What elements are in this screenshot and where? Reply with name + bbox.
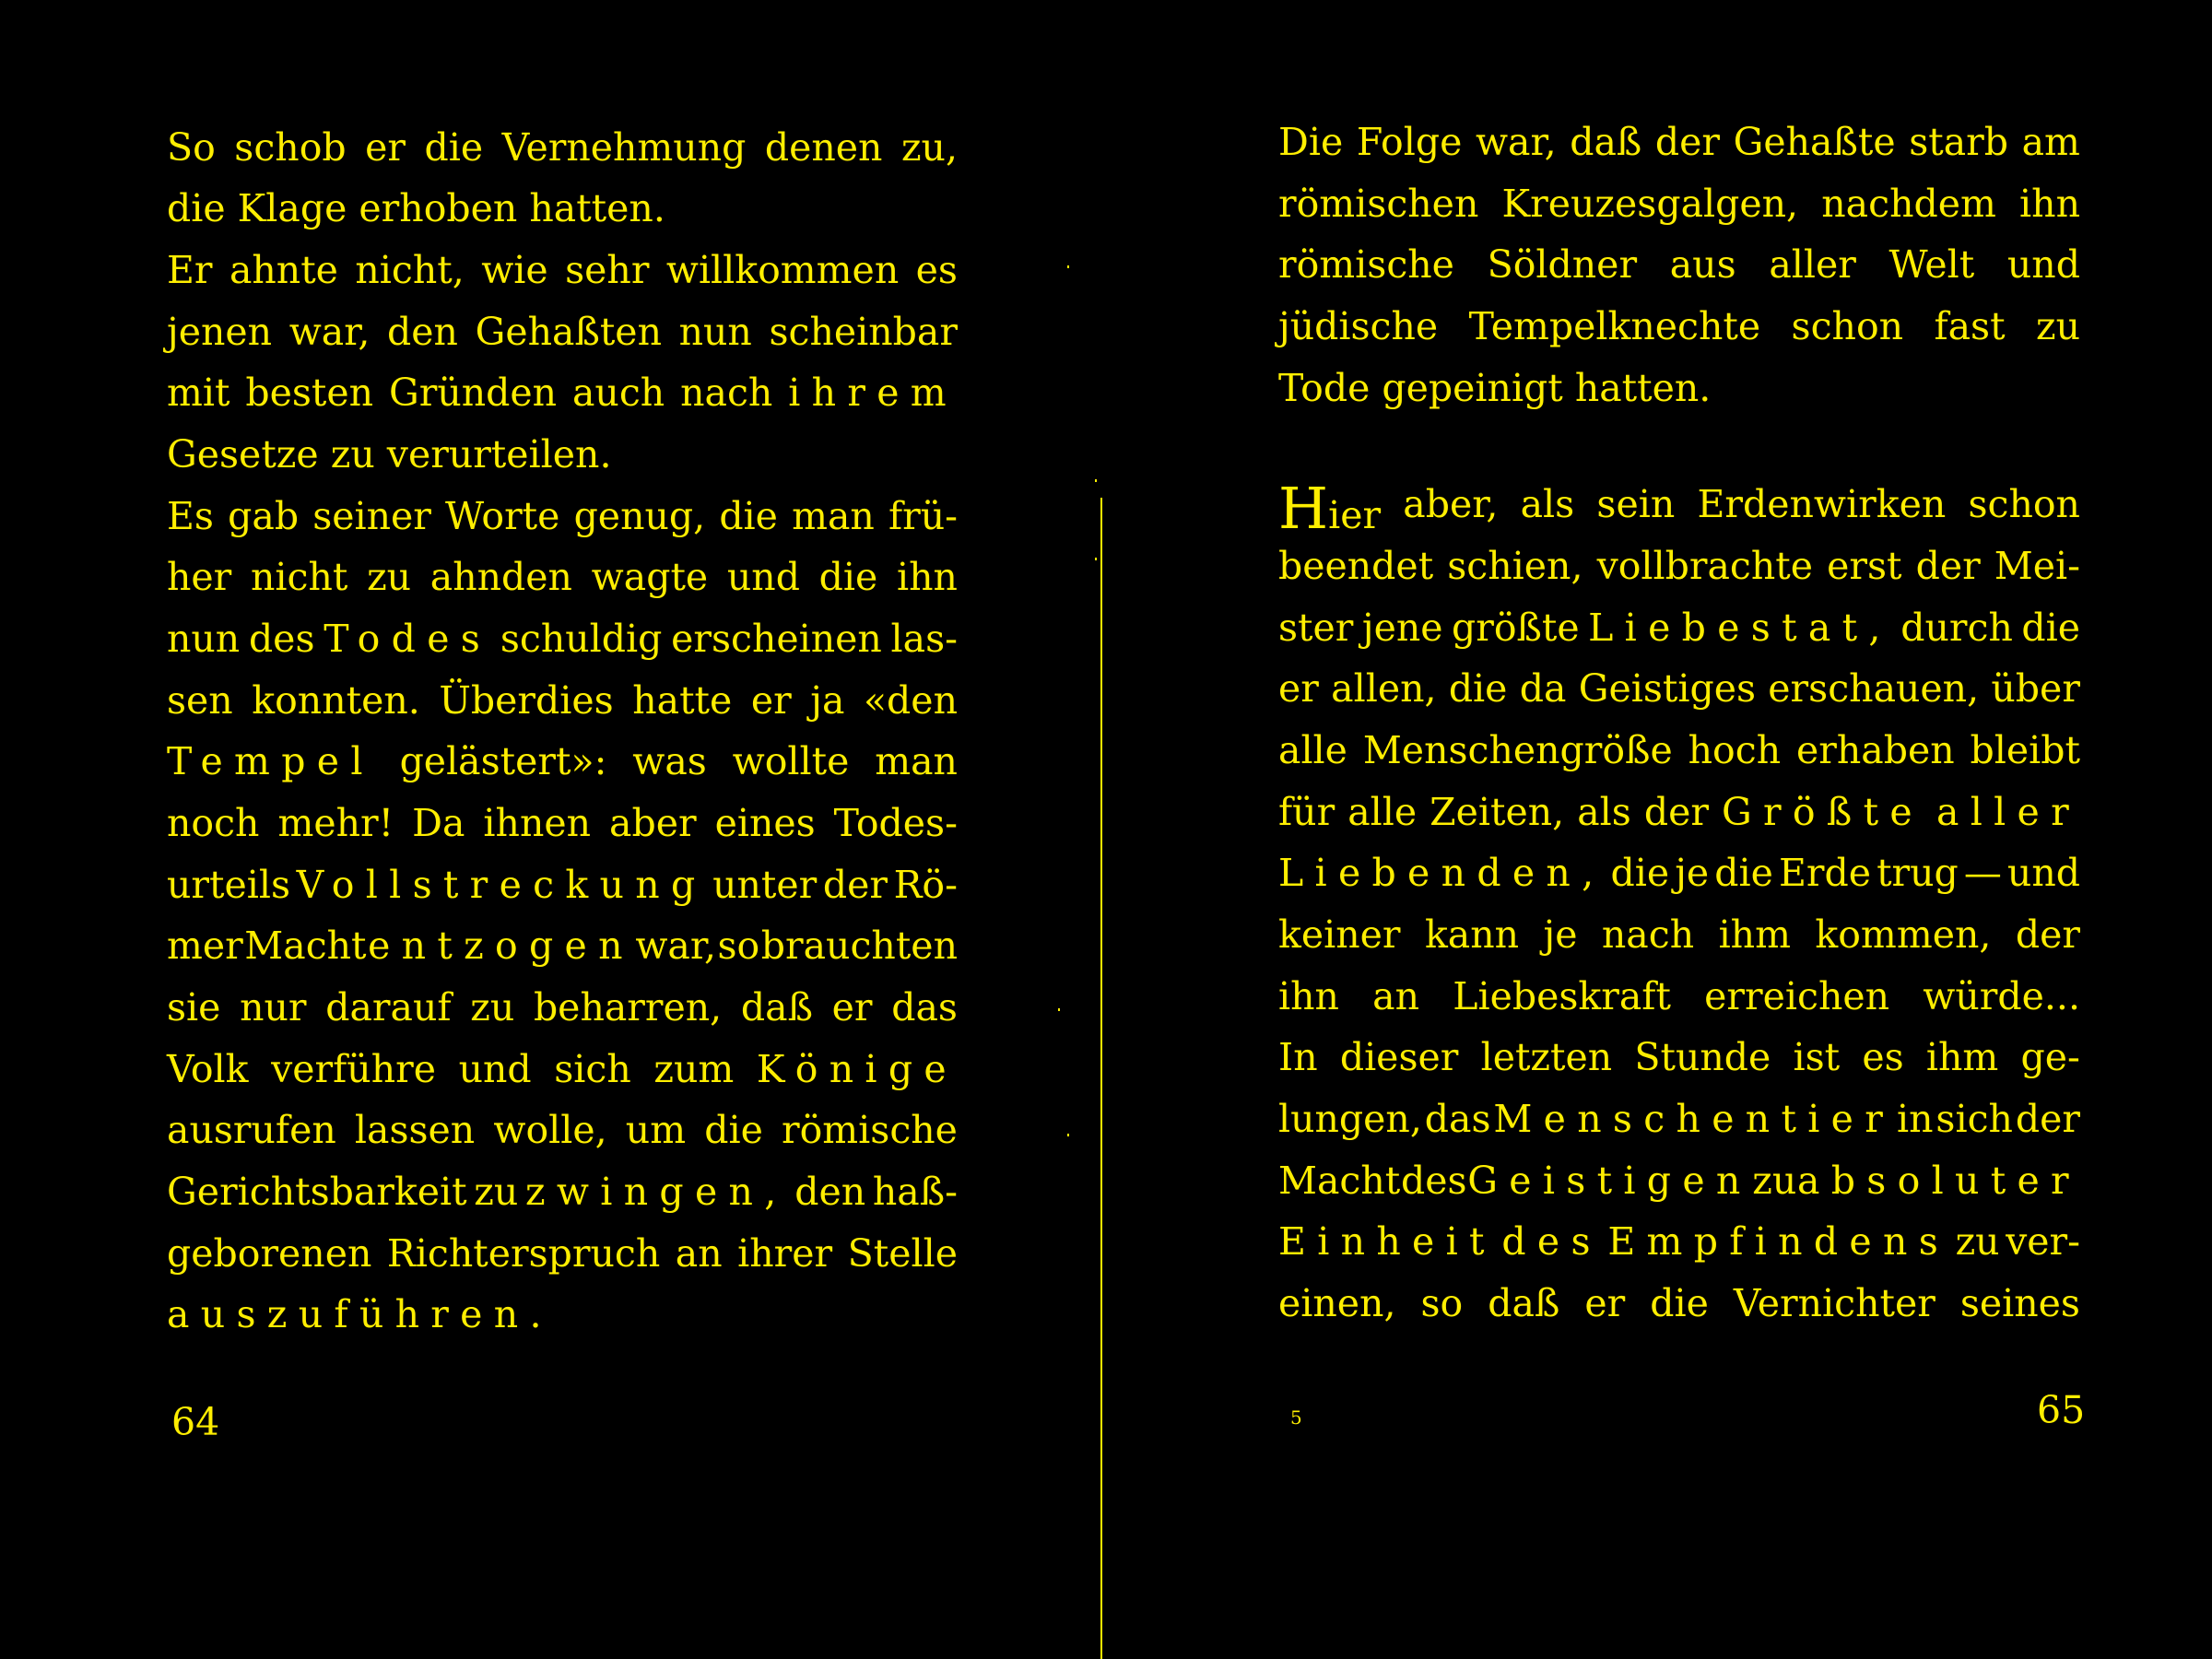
word: als — [1577, 790, 1631, 834]
word: über — [1991, 666, 2080, 711]
word: — — [1963, 851, 2002, 895]
word: der — [2015, 912, 2080, 957]
word: Gesetze — [167, 432, 319, 477]
word: Erdenwirken — [1697, 482, 1947, 526]
word: wie — [481, 248, 548, 292]
text-line — [1278, 1219, 2080, 1264]
word: zu — [470, 985, 515, 1030]
word: erhoben — [359, 186, 518, 230]
word: sehr — [565, 248, 650, 292]
text-line — [1278, 1281, 2080, 1325]
word: Richterspruch — [386, 1231, 661, 1276]
text-line — [1278, 242, 2080, 287]
text-line — [1278, 182, 2080, 226]
word: ihn — [2019, 182, 2080, 226]
word: genug, — [573, 494, 706, 538]
word: Mei- — [1994, 544, 2080, 588]
word: zum — [653, 1047, 735, 1091]
word: Größte — [1721, 790, 1924, 834]
word: Macht — [244, 924, 367, 968]
word: ahnden — [429, 555, 572, 599]
word: denen — [764, 125, 883, 170]
word: zu — [2035, 304, 2080, 348]
word: gepeinigt — [1382, 366, 1563, 410]
word: größte — [1452, 606, 1580, 650]
right-page-number: 65 — [2037, 1388, 2086, 1432]
word: entzogen — [368, 924, 634, 968]
text-line — [167, 678, 958, 723]
word: auch — [571, 371, 665, 415]
word: erschauen, — [1768, 666, 1980, 711]
word: unter — [712, 863, 818, 907]
word: Da — [412, 801, 465, 845]
word: aber — [609, 801, 697, 845]
word: hoch — [1688, 728, 1782, 772]
word: die — [1650, 1281, 1709, 1325]
text-line — [167, 1231, 958, 1276]
word: jüdische — [1278, 304, 1439, 348]
word: mehr! — [277, 801, 394, 845]
word: brauchten — [760, 924, 958, 968]
word: und — [726, 555, 800, 599]
word: römische — [1278, 242, 1454, 287]
word: Überdies — [439, 678, 614, 723]
word: und — [458, 1047, 532, 1091]
word: ist — [1793, 1035, 1841, 1079]
word: so — [1420, 1281, 1464, 1325]
word: zu, — [900, 125, 958, 170]
word: Kreuzesgalgen, — [1501, 182, 1799, 226]
word: mer — [167, 924, 243, 968]
word: auszuführen. — [167, 1292, 553, 1336]
word: urteils — [167, 863, 291, 907]
word: hatten. — [529, 186, 665, 230]
word: nachdem — [1821, 182, 1996, 226]
word: seiner — [312, 494, 431, 538]
text-line — [167, 125, 958, 170]
word: des — [1400, 1159, 1467, 1203]
word: hatten. — [1574, 366, 1712, 410]
word: nicht, — [355, 248, 465, 292]
word: ihrer — [737, 1231, 833, 1276]
word: ge- — [2020, 1035, 2080, 1079]
word: war, — [288, 310, 371, 354]
word: aller — [1936, 790, 2080, 834]
word: er — [750, 678, 792, 723]
word: alle — [1347, 790, 1418, 834]
word: noch — [167, 801, 260, 845]
word: Tempelknechte — [1468, 304, 1761, 348]
word: einen, — [1278, 1281, 1396, 1325]
text-line — [167, 248, 958, 292]
text-line — [167, 186, 958, 230]
text-line — [167, 863, 958, 907]
word: Tempel — [167, 739, 374, 783]
word: Todes — [324, 617, 492, 661]
word: nach — [1601, 912, 1695, 957]
text-line — [167, 1108, 958, 1152]
word: nicht — [250, 555, 348, 599]
text-line — [1278, 1159, 2080, 1203]
word: In — [1278, 1035, 1318, 1079]
word: je — [1543, 912, 1578, 957]
word: die — [424, 125, 484, 170]
word: geborenen — [167, 1231, 372, 1276]
word: und — [2006, 851, 2080, 895]
word: zu — [1752, 1159, 1797, 1203]
word: verführe — [271, 1047, 436, 1091]
word: Rö- — [893, 863, 958, 907]
word: daß — [740, 985, 813, 1030]
text-line — [167, 310, 958, 354]
word: er — [831, 985, 873, 1030]
gutter-mark — [1067, 1134, 1069, 1136]
word: je — [1675, 851, 1710, 895]
word: sen — [167, 678, 233, 723]
word: des — [1501, 1219, 1602, 1264]
word: das — [891, 985, 958, 1030]
text-line — [1278, 544, 2080, 588]
word: war, — [1475, 120, 1557, 164]
word: beendet — [1278, 544, 1434, 588]
word: nur — [240, 985, 307, 1030]
text-line — [1278, 790, 2080, 834]
word: Worte — [445, 494, 560, 538]
word: Todes- — [833, 801, 958, 845]
word: Zeiten, — [1430, 790, 1565, 834]
word: «den — [863, 678, 958, 723]
word: am — [2021, 120, 2080, 164]
word: Könige — [756, 1047, 958, 1091]
word: Vernehmung — [501, 125, 747, 170]
word: zu — [1955, 1219, 2000, 1264]
word: keiner — [1278, 912, 1401, 957]
word: Einheit — [1278, 1219, 1496, 1264]
word: ihnen — [483, 801, 592, 845]
word: man — [792, 494, 875, 538]
word: den — [387, 310, 458, 354]
word: trug — [1877, 851, 1959, 895]
text-line — [1278, 475, 2080, 542]
word: erscheinen — [671, 617, 882, 661]
gutter-mark — [1095, 479, 1097, 482]
word: ja — [810, 678, 845, 723]
word: Tode — [1278, 366, 1371, 410]
word: der — [1643, 790, 1709, 834]
word: wagte — [591, 555, 709, 599]
word: haß- — [872, 1170, 958, 1214]
drop-cap: H — [1278, 475, 1329, 542]
word: gelästert»: — [399, 739, 607, 783]
text-line — [167, 801, 958, 845]
word: zu — [330, 432, 375, 477]
word: daß — [1570, 120, 1642, 164]
word: sie — [167, 985, 221, 1030]
word: kommen, — [1815, 912, 1992, 957]
text-line — [1278, 912, 2080, 957]
word: er — [1278, 666, 1319, 711]
word: schon — [1968, 482, 2080, 526]
word: Geistiges — [1578, 666, 1757, 711]
word: letzten — [1480, 1035, 1613, 1079]
word: Vollstreckung — [296, 863, 707, 907]
gutter-mark — [1067, 265, 1069, 268]
text-line — [1278, 666, 2080, 711]
word: Welt — [1888, 242, 1975, 287]
word: was — [632, 739, 707, 783]
word: Geistigen — [1467, 1159, 1752, 1203]
word: seines — [1959, 1281, 2080, 1325]
word: durch — [1900, 606, 2013, 650]
word: aus — [1669, 242, 1736, 287]
word: Folge — [1356, 120, 1463, 164]
word: Gerichtsbarkeit — [167, 1170, 467, 1214]
text-line — [167, 555, 958, 599]
left-page-number: 64 — [171, 1400, 220, 1444]
word: ihm — [1925, 1035, 1999, 1079]
word: sein — [1596, 482, 1676, 526]
word: ausrufen — [167, 1108, 336, 1152]
word: konnten. — [252, 678, 420, 723]
word: an — [1372, 974, 1420, 1018]
word: an — [675, 1231, 723, 1276]
word: nach — [680, 371, 773, 415]
word: Es — [167, 494, 214, 538]
word: die — [818, 555, 878, 599]
word: römischen — [1278, 182, 1479, 226]
gutter-mark — [1095, 558, 1097, 560]
word: ihm — [1718, 912, 1791, 957]
word: für — [1278, 790, 1335, 834]
word: las- — [890, 617, 958, 661]
word: der — [1654, 120, 1720, 164]
word: schob — [234, 125, 347, 170]
text-line — [1278, 1097, 2080, 1141]
word: und — [2006, 242, 2080, 287]
word: allen, — [1331, 666, 1437, 711]
word: mit — [167, 371, 230, 415]
word: die — [1448, 666, 1508, 711]
word: bleibt — [1970, 728, 2080, 772]
word: nun — [678, 310, 752, 354]
word: vollbrachte — [1596, 544, 1814, 588]
word: beharren, — [533, 985, 723, 1030]
word: Gehaßten — [475, 310, 662, 354]
word: der — [1915, 544, 1981, 588]
word: her — [167, 555, 232, 599]
word: besten — [245, 371, 374, 415]
word: die — [719, 494, 778, 538]
word: Klage — [237, 186, 347, 230]
word: Menschentier — [1493, 1097, 1895, 1141]
word: Liebeskraft — [1453, 974, 1671, 1018]
word: Gehaßte — [1733, 120, 1896, 164]
text-line — [1278, 1035, 2080, 1079]
word: eines — [714, 801, 816, 845]
word: zu — [367, 555, 412, 599]
word: da — [1519, 666, 1567, 711]
word: nun — [167, 617, 241, 661]
word: es — [1862, 1035, 1904, 1079]
text-line — [167, 1170, 958, 1214]
word: So — [167, 125, 216, 170]
word: als — [1520, 482, 1575, 526]
gutter-mark — [1058, 1008, 1060, 1011]
word: ster — [1278, 606, 1354, 650]
word: Erde — [1778, 851, 1871, 895]
word: um — [625, 1108, 687, 1152]
signature-mark: 5 — [1290, 1406, 1302, 1429]
word: schon — [1791, 304, 1904, 348]
word: aller — [1769, 242, 1856, 287]
text-line — [167, 494, 958, 538]
text-line — [1278, 366, 2080, 410]
word: wolle, — [493, 1108, 607, 1152]
word: kann — [1424, 912, 1520, 957]
word: Söldner — [1487, 242, 1638, 287]
word: er — [1584, 1281, 1626, 1325]
word: aber, — [1403, 482, 1499, 526]
word: starb — [1909, 120, 2008, 164]
word: sich — [554, 1047, 631, 1091]
right-page — [1278, 0, 2080, 1659]
word: jene — [1361, 606, 1443, 650]
text-line — [1278, 606, 2080, 650]
text-line — [167, 617, 958, 661]
word: frü- — [888, 494, 958, 538]
word: zwingen, — [525, 1170, 788, 1214]
word: Macht — [1278, 1159, 1401, 1203]
word: absoluter — [1796, 1159, 2080, 1203]
word: so — [717, 924, 760, 968]
text-line — [1278, 304, 2080, 348]
word: zu — [474, 1170, 519, 1214]
word: darauf — [325, 985, 452, 1030]
text-line — [167, 432, 958, 477]
text-line — [167, 1292, 958, 1336]
word: fast — [1934, 304, 2006, 348]
word: ver- — [2006, 1219, 2080, 1264]
word: willkommen — [665, 248, 900, 292]
word: Menschengröße — [1362, 728, 1673, 772]
word: würde... — [1923, 974, 2080, 1018]
word: die — [1610, 851, 1670, 895]
book-gutter-line — [1100, 498, 1102, 1659]
word: Liebenden, — [1278, 851, 1606, 895]
word: schuldig — [500, 617, 663, 661]
word: ihn — [1278, 974, 1339, 1018]
word: ihrem — [788, 371, 958, 415]
word: wollte — [732, 739, 850, 783]
word: verurteilen. — [386, 432, 612, 477]
text-line — [1278, 728, 2080, 772]
word: die — [704, 1108, 763, 1152]
word: das — [1424, 1097, 1491, 1141]
word: erhaben — [1796, 728, 1955, 772]
word: lungen, — [1278, 1097, 1422, 1141]
word: der — [2015, 1097, 2080, 1141]
word: römische — [782, 1108, 958, 1152]
word: ihn — [896, 555, 958, 599]
word: Vernichter — [1733, 1281, 1936, 1325]
word: ahnte — [229, 248, 338, 292]
word: Er — [167, 248, 213, 292]
word: erreichen — [1704, 974, 1890, 1018]
word: Stunde — [1634, 1035, 1771, 1079]
text-line — [167, 924, 958, 968]
word: erst — [1827, 544, 1902, 588]
text-line — [1278, 120, 2080, 164]
word: war, — [635, 924, 716, 968]
word: hatte — [632, 678, 733, 723]
word: die — [2021, 606, 2080, 650]
word: die — [1714, 851, 1773, 895]
word: Empfindens — [1607, 1219, 1950, 1264]
word: den — [794, 1170, 866, 1214]
text-line — [167, 739, 958, 783]
word: Volk — [167, 1047, 249, 1091]
text-line — [167, 371, 958, 415]
word: er — [365, 125, 406, 170]
word: dieser — [1339, 1035, 1459, 1079]
word: Die — [1278, 120, 1344, 164]
word: lassen — [354, 1108, 476, 1152]
text-line — [1278, 974, 2080, 1018]
word: sich — [1936, 1097, 2013, 1141]
word: die — [167, 186, 226, 230]
word: Stelle — [847, 1231, 958, 1276]
left-page — [167, 0, 958, 1659]
text-line — [1278, 851, 2080, 895]
text-line — [167, 1047, 958, 1091]
word: daß — [1488, 1281, 1560, 1325]
word: in — [1897, 1097, 1934, 1141]
word: es — [915, 248, 958, 292]
word: der — [822, 863, 888, 907]
word: alle — [1278, 728, 1347, 772]
word: Hier — [1278, 475, 1382, 542]
word: gab — [228, 494, 300, 538]
text-line — [167, 985, 958, 1030]
word: des — [248, 617, 315, 661]
word: scheinbar — [769, 310, 958, 354]
word: man — [875, 739, 958, 783]
word: jenen — [167, 310, 273, 354]
word: schien, — [1447, 544, 1583, 588]
word: Liebestat, — [1588, 606, 1892, 650]
word: Gründen — [388, 371, 558, 415]
